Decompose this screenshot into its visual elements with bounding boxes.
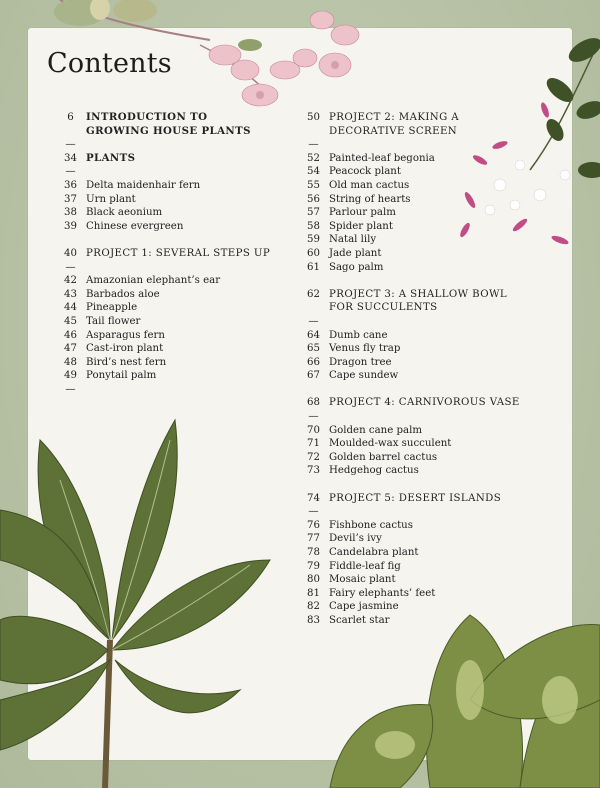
entry-page-number: 52 <box>307 152 320 164</box>
entry-page-number: 79 <box>307 560 320 572</box>
entry-title: Asparagus fern <box>86 329 165 341</box>
entry-title: PROJECT 5: DESERT ISLANDS <box>329 492 502 504</box>
contents-entry <box>55 247 290 261</box>
entry-page-number: 58 <box>307 220 320 232</box>
entry-title: Scarlet star <box>329 614 390 626</box>
entry-page-number: 34 <box>64 152 77 164</box>
contents-entry <box>55 356 290 370</box>
entry-title: Hedgehog cactus <box>329 465 419 477</box>
entry-title: Painted-leaf begonia <box>329 152 435 164</box>
entry-page-number: 78 <box>307 547 320 558</box>
entry-page-number: 39 <box>64 220 77 232</box>
contents-entry <box>298 369 528 383</box>
contents-entry <box>55 206 290 220</box>
entry-title: Cape sundew <box>329 370 399 382</box>
entry-page-number: 66 <box>307 356 320 368</box>
entry-page-number: 68 <box>307 397 320 409</box>
contents-entry <box>55 342 290 356</box>
entry-title: Spider plant <box>329 220 393 232</box>
chinese-evergreen-illustration <box>0 420 270 788</box>
contents-entry <box>298 587 528 601</box>
contents-entry <box>298 614 528 628</box>
entry-title: Mosaic plant <box>329 574 396 586</box>
entry-title: Fiddle-leaf fig <box>329 560 401 572</box>
entry-page-number: 43 <box>64 288 77 300</box>
entry-title: Amazonian elephant’s ear <box>86 275 221 287</box>
contents-entry <box>55 288 290 302</box>
contents-entry <box>298 437 528 451</box>
entry-page-number: 37 <box>64 193 77 205</box>
section-divider: — <box>308 506 319 518</box>
entry-page-number: 54 <box>307 166 320 178</box>
contents-entry <box>298 329 528 343</box>
contents-entry <box>298 546 528 560</box>
entry-title: PROJECT 3: A SHALLOW BOWL <box>329 288 508 300</box>
entry-title: Golden barrel cactus <box>329 451 438 463</box>
entry-page-number: 55 <box>307 179 320 191</box>
entry-title: Chinese evergreen <box>86 220 184 232</box>
contents-entry <box>298 532 528 546</box>
contents-entry <box>298 464 528 478</box>
entry-page-number: 80 <box>307 574 320 586</box>
entry-title: Golden cane palm <box>329 424 423 436</box>
contents-entry <box>55 179 290 193</box>
contents-entry <box>298 125 528 139</box>
entry-title: Parlour palm <box>329 207 396 219</box>
entry-page-number <box>298 125 329 139</box>
entry-title: GROWING HOUSE PLANTS <box>86 124 251 137</box>
entry-title: Dragon tree <box>329 356 392 368</box>
entry-page-number: 56 <box>307 193 320 205</box>
section-divider: — <box>308 139 319 151</box>
entry-page-number: 40 <box>64 247 77 259</box>
entry-page-number: 71 <box>307 438 320 450</box>
entry-page-number: 60 <box>307 247 320 259</box>
entry-page-number: 76 <box>307 519 320 531</box>
entry-page-number: 50 <box>307 112 320 123</box>
contents-entry <box>55 274 290 288</box>
entry-page-number: 72 <box>307 451 320 463</box>
entry-title: Cast-iron plant <box>86 343 164 355</box>
entry-page-number: 47 <box>64 343 77 355</box>
entry-title: Venus fly trap <box>329 343 401 355</box>
entry-title: Old man cactus <box>329 179 410 191</box>
entry-title: Natal lily <box>329 234 377 246</box>
contents-entry <box>298 600 528 614</box>
contents-entry <box>55 152 290 166</box>
page-title: Contents <box>47 48 172 79</box>
entry-title: PROJECT 4: CARNIVOROUS VASE <box>329 397 520 409</box>
contents-entry <box>298 573 528 587</box>
entry-page-number: 57 <box>307 207 320 219</box>
contents-entry <box>298 424 528 438</box>
entry-title: Candelabra plant <box>329 547 419 558</box>
entry-page-number: 82 <box>307 601 320 613</box>
section-divider: — <box>308 411 319 423</box>
entry-title: Devil’s ivy <box>329 533 382 545</box>
entry-page-number: 77 <box>307 533 320 545</box>
contents-entry <box>298 206 528 220</box>
entry-title: Dumb cane <box>329 329 388 341</box>
entry-page-number: 48 <box>64 356 77 368</box>
spacer <box>298 274 329 288</box>
contents-entry <box>298 356 528 370</box>
entry-title: Tail flower <box>86 315 141 327</box>
entry-page-number: 49 <box>64 370 77 382</box>
contents-entry <box>55 315 290 329</box>
spacer <box>298 478 329 492</box>
contents-entry <box>55 369 290 383</box>
contents-entry <box>298 152 528 166</box>
entry-title: Black aeonium <box>86 207 163 219</box>
entry-page-number: 67 <box>307 370 320 382</box>
contents-entry <box>298 193 528 207</box>
contents-entry <box>298 261 528 275</box>
dumb-cane-illustration <box>330 615 600 788</box>
entry-title: Sago palm <box>329 261 384 273</box>
entry-title: PROJECT 2: MAKING A <box>329 112 460 123</box>
contents-entry <box>298 342 528 356</box>
section-divider: — <box>65 261 76 273</box>
contents-entry <box>298 560 528 574</box>
entry-title: Pineapple <box>86 302 138 314</box>
entry-page-number: 73 <box>307 465 320 477</box>
entry-page-number: 83 <box>307 614 320 626</box>
entry-page-number: 6 <box>67 112 74 123</box>
contents-entry <box>298 233 528 247</box>
contents-entry <box>298 451 528 465</box>
contents-entry <box>55 193 290 207</box>
contents-entry <box>298 519 528 533</box>
entry-page-number: 42 <box>64 275 77 287</box>
contents-entry <box>55 125 290 139</box>
entry-title: DECORATIVE SCREEN <box>329 125 458 137</box>
entry-page-number: 38 <box>64 207 77 219</box>
entry-title: String of hearts <box>329 193 411 205</box>
spacer <box>55 233 86 247</box>
contents-entry <box>298 492 528 506</box>
entry-title: Ponytail palm <box>86 370 157 382</box>
entry-page-number: 81 <box>307 587 320 599</box>
contents-column-left <box>55 111 290 396</box>
contents-entry <box>298 396 528 410</box>
contents-entry <box>55 301 290 315</box>
section-divider: — <box>308 315 319 327</box>
contents-entry <box>298 111 528 125</box>
entry-title: Fishbone cactus <box>329 519 413 531</box>
contents-entry <box>55 220 290 234</box>
contents-column-right <box>298 111 528 628</box>
entry-page-number: 65 <box>307 343 320 355</box>
entry-page-number: 44 <box>64 302 77 314</box>
entry-page-number: 74 <box>307 492 320 504</box>
entry-title: INTRODUCTION TO <box>86 111 208 123</box>
entry-page-number <box>55 125 86 139</box>
spacer <box>298 383 329 397</box>
entry-page-number: 45 <box>64 315 77 327</box>
contents-entry <box>298 165 528 179</box>
entry-title: Bird’s nest fern <box>86 356 167 368</box>
contents-entry <box>298 288 528 302</box>
entry-page-number: 62 <box>307 288 320 300</box>
section-divider: — <box>65 166 76 178</box>
section-divider: — <box>65 139 76 151</box>
entry-title: FOR SUCCULENTS <box>329 302 438 314</box>
contents-entry <box>298 247 528 261</box>
contents-entry <box>298 301 528 315</box>
entry-title: Moulded-wax succulent <box>329 438 452 450</box>
entry-page-number: 59 <box>307 234 320 246</box>
contents-entry <box>298 220 528 234</box>
entry-title: Peacock plant <box>329 166 401 178</box>
entry-title: PLANTS <box>86 151 136 164</box>
entry-page-number: 64 <box>307 329 320 341</box>
entry-title: Urn plant <box>86 193 136 205</box>
entry-title: Jade plant <box>329 247 382 259</box>
contents-entry <box>55 329 290 343</box>
contents-entry <box>55 111 290 125</box>
entry-title: Fairy elephants’ feet <box>329 587 436 599</box>
section-divider: — <box>65 383 76 395</box>
entry-title: PROJECT 1: SEVERAL STEPS UP <box>86 247 271 259</box>
entry-page-number: 36 <box>64 179 77 191</box>
entry-page-number <box>298 301 329 315</box>
entry-title: Cape jasmine <box>329 601 399 613</box>
entry-page-number: 46 <box>64 329 77 341</box>
entry-title: Delta maidenhair fern <box>86 179 201 191</box>
entry-page-number: 70 <box>307 424 320 436</box>
contents-entry <box>298 179 528 193</box>
entry-page-number: 61 <box>307 261 320 273</box>
entry-title: Barbados aloe <box>86 288 160 300</box>
